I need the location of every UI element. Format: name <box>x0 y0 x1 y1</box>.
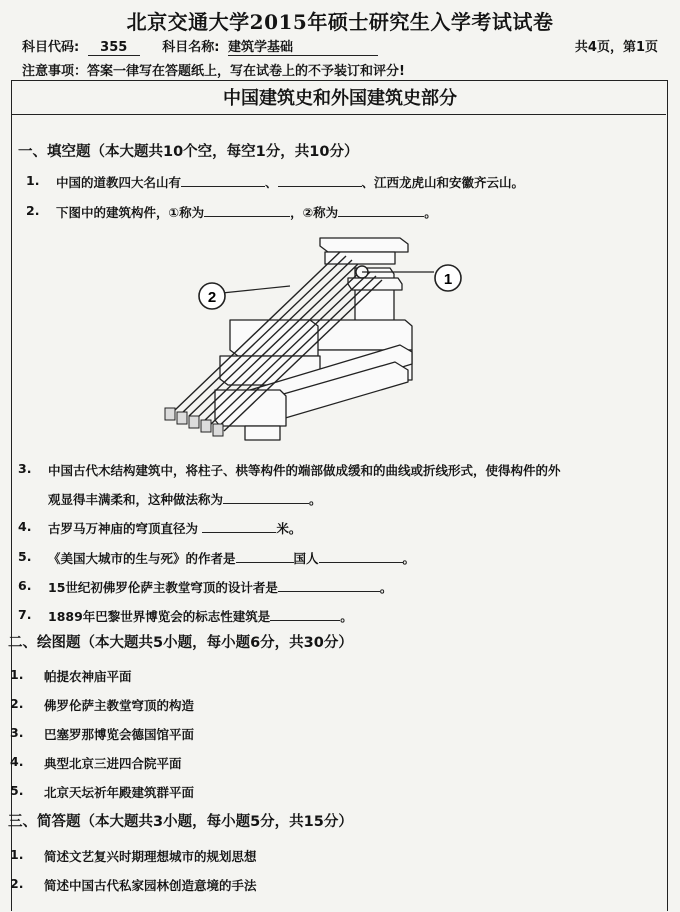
question-text: 帕提农神庙平面 <box>44 669 132 684</box>
answer-blank <box>270 608 340 621</box>
question-number: 4. <box>18 519 32 534</box>
question-number: 2. <box>26 203 40 218</box>
answer-blank <box>319 550 403 563</box>
question-text: 典型北京三进四合院平面 <box>44 756 182 771</box>
question-text: 米。 <box>276 521 302 536</box>
question-text: 下图中的建筑构件，①称为 <box>56 205 205 220</box>
question-number: 3. <box>18 461 32 476</box>
question-text: 中国古代木结构建筑中，将柱子、栱等构件的端部做成缓和的曲线或折线形式，使得构件的外 <box>48 463 561 478</box>
question-text: 15世纪初佛罗伦萨主教堂穹顶的设计者是 <box>48 580 278 595</box>
answer-blank <box>338 204 424 217</box>
question-text: 巴塞罗那博览会德国馆平面 <box>44 727 195 742</box>
question-text: 。 <box>309 492 322 507</box>
question-text: 、江西龙虎山和安徽齐云山。 <box>361 175 525 190</box>
question-text: 简述中国古代私家园林创造意境的手法 <box>44 878 257 893</box>
question-text: 国人 <box>293 551 319 566</box>
question-number: 2. <box>10 696 24 711</box>
question-text: 中国的道教四大名山有 <box>56 175 182 190</box>
question-text: 、 <box>265 175 278 190</box>
question-text: 古罗马万神庙的穹顶直径为 <box>48 521 199 536</box>
subject-code-label: 科目代码: <box>22 40 80 55</box>
question-number: 1. <box>10 847 24 862</box>
question-number: 4. <box>10 754 24 769</box>
question-text: 《美国大城市的生与死》的作者是 <box>48 551 236 566</box>
question-number: 3. <box>10 725 24 740</box>
page-info: 共4页，第1页 <box>574 40 658 55</box>
subject-name-label: 科目名称: <box>162 40 220 55</box>
question-text: 观显得丰满柔和，这种做法称为 <box>48 492 224 507</box>
subject-code-value: 355 <box>88 40 140 56</box>
question-number: 1. <box>26 173 40 188</box>
question-number: 1. <box>10 667 24 682</box>
part1-heading: 一、填空题（本大题共10个空，每空1分，共10分） <box>18 144 359 160</box>
section-divider <box>12 114 666 115</box>
question-number: 6. <box>18 578 32 593</box>
question-number: 5. <box>18 549 32 564</box>
answer-blank <box>278 579 380 592</box>
answer-blank <box>202 520 276 533</box>
question-number: 2. <box>10 876 24 891</box>
question-text: 1889年巴黎世界博览会的标志性建筑是 <box>48 609 271 624</box>
question-text: 。 <box>424 205 437 220</box>
answer-blank <box>223 491 309 504</box>
part3-heading: 三、简答题（本大题共3小题，每小题5分，共15分） <box>8 814 353 830</box>
answer-blank <box>236 550 294 563</box>
bracket-component-figure <box>150 230 480 450</box>
answer-blank <box>278 174 362 187</box>
callout-1-label: 1 <box>443 271 453 288</box>
question-number: 5. <box>10 783 24 798</box>
section-title: 中国建筑史和外国建筑史部分 <box>223 88 457 109</box>
question-text: 。 <box>379 580 393 595</box>
part2-heading: 二、绘图题（本大题共5小题，每小题6分，共30分） <box>8 635 353 651</box>
subject-name-value: 建筑学基础 <box>228 36 378 56</box>
answer-blank <box>204 204 290 217</box>
answer-blank <box>181 174 265 187</box>
callout-2-label: 2 <box>207 289 217 306</box>
question-number: 7. <box>18 607 32 622</box>
subject-info-row <box>22 36 662 56</box>
question-text: 佛罗伦萨主教堂穹顶的构造 <box>44 698 195 713</box>
question-text: 。 <box>402 551 416 566</box>
question-text: 简述文艺复兴时期理想城市的规划思想 <box>44 849 257 864</box>
question-text: 。 <box>340 609 353 624</box>
exam-title: 北京交通大学2015年硕士研究生入学考试试卷 <box>126 10 554 34</box>
question-text: ，②称为 <box>290 205 339 220</box>
exam-notice: 注意事项：答案一律写在答题纸上，写在试卷上的不予装订和评分! <box>22 64 405 79</box>
question-text: 北京天坛祈年殿建筑群平面 <box>44 785 195 800</box>
